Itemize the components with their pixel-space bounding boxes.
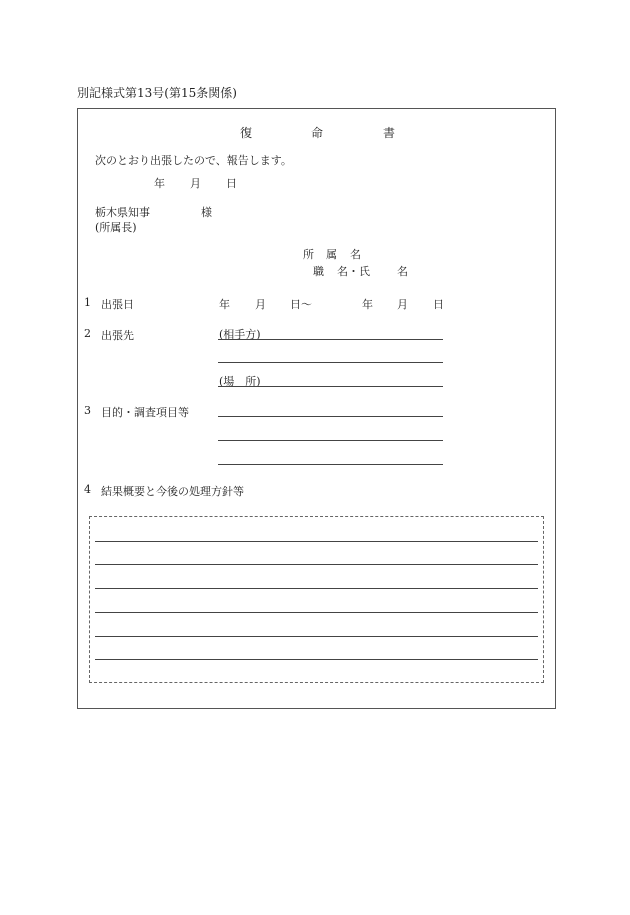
title-label-part-3: 名 bbox=[397, 265, 408, 278]
addressee-sub: (所属長) bbox=[95, 221, 137, 234]
addressee-name: 栃木県知事 bbox=[95, 206, 150, 219]
counterpart-line-2[interactable] bbox=[218, 362, 443, 363]
trip-end-day[interactable]: 日 bbox=[433, 298, 444, 311]
dept-label-char-2: 属 bbox=[326, 248, 337, 261]
results-line[interactable] bbox=[95, 636, 538, 637]
trip-end-month[interactable]: 月 bbox=[397, 298, 408, 311]
title-char-2: 命 bbox=[311, 126, 324, 140]
results-line[interactable] bbox=[95, 659, 538, 660]
trip-start-year[interactable]: 年 bbox=[219, 298, 230, 311]
results-line[interactable] bbox=[95, 564, 538, 565]
counterpart-label: (相手方) bbox=[219, 328, 261, 341]
place-label: (場 所) bbox=[219, 375, 261, 388]
purpose-line-1[interactable] bbox=[218, 416, 443, 417]
item2-number: 2 bbox=[84, 327, 91, 340]
results-line[interactable] bbox=[95, 541, 538, 542]
trip-end-year[interactable]: 年 bbox=[362, 298, 373, 311]
report-date-day[interactable]: 日 bbox=[226, 177, 237, 190]
title-char-1: 復 bbox=[240, 126, 253, 140]
item3-number: 3 bbox=[84, 404, 91, 417]
title-label-part-2: 名・氏 bbox=[337, 265, 370, 278]
item3-label: 目的・調査項目等 bbox=[101, 406, 189, 419]
results-line[interactable] bbox=[95, 588, 538, 589]
item4-number: 4 bbox=[84, 483, 91, 496]
item1-label: 出張日 bbox=[101, 298, 134, 311]
counterpart-line[interactable] bbox=[218, 339, 443, 340]
place-line[interactable] bbox=[218, 386, 443, 387]
trip-start-month[interactable]: 月 bbox=[255, 298, 266, 311]
title-char-3: 書 bbox=[383, 126, 396, 140]
item4-label: 結果概要と今後の処理方針等 bbox=[101, 485, 244, 498]
purpose-line-2[interactable] bbox=[218, 440, 443, 441]
report-date-year[interactable]: 年 bbox=[154, 177, 165, 190]
results-line[interactable] bbox=[95, 612, 538, 613]
form-number: 別記様式第13号(第15条関係) bbox=[77, 86, 237, 100]
dept-label-char-3: 名 bbox=[350, 248, 361, 261]
addressee-honorific: 様 bbox=[201, 206, 212, 219]
title-label-part-1: 職 bbox=[313, 265, 324, 278]
item1-number: 1 bbox=[84, 296, 91, 309]
item2-label: 出張先 bbox=[101, 329, 134, 342]
dept-label-char-1: 所 bbox=[303, 248, 314, 261]
purpose-line-3[interactable] bbox=[218, 464, 443, 465]
trip-start-day[interactable]: 日〜 bbox=[290, 298, 312, 311]
intro-text: 次のとおり出張したので、報告します。 bbox=[95, 154, 292, 167]
report-date-month[interactable]: 月 bbox=[190, 177, 201, 190]
